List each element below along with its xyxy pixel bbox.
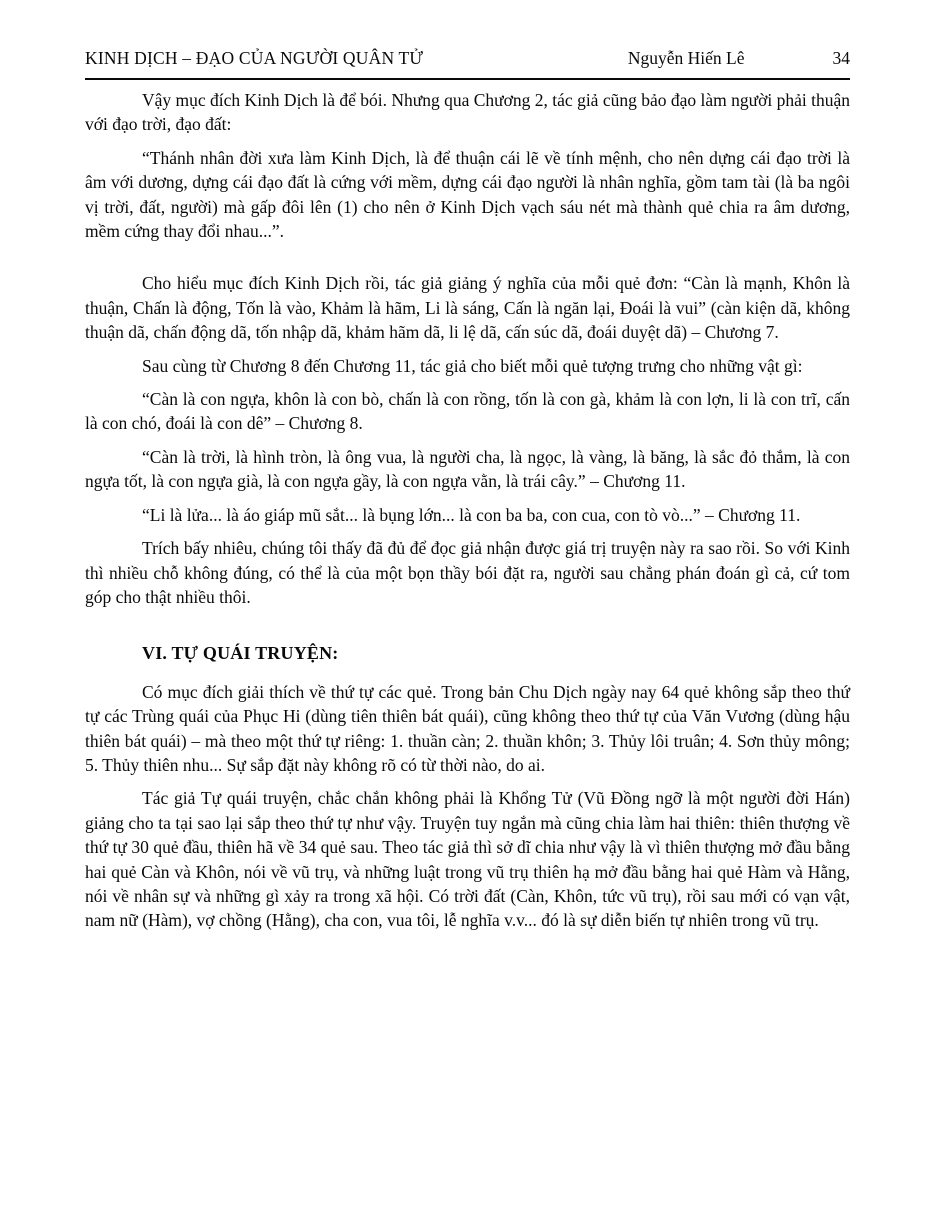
paragraph: Vậy mục đích Kinh Dịch là để bói. Nhưng qua Chương 2, tác giả cũng bảo đạo làm người phải thuận với đạo trời, đạo đất: — [85, 90, 850, 135]
page-header — [85, 48, 850, 69]
body-text — [85, 88, 850, 933]
paragraph: Tác giả Tự quái truyện, chắc chắn không phải là Khổng Tử (Vũ Đồng ngỡ là một người đời Hán) giảng cho ta tại sao lại sắp theo thứ tự như vậy. Truyện tuy ngắn mà cũng chia làm hai thiên: thiên thượng về thứ tự 30 quẻ đầu, thiên hã về 34 quẻ sau. Theo tác giả thì sở dĩ chia như vậy là vì thiên thượng mở đầu bằng hai quẻ Càn và Khôn, nói về vũ trụ, và những luật trong vũ trụ thiên hạ mở đầu bằng hai quẻ Hàm và Hằng, nói về nhân sự và những gì xảy ra trong xã hội. Có trời đất (Càn, Khôn, tức vũ trụ), rồi sau mới có vạn vật, nam nữ (Hàm), vợ chồng (Hằng), cha con, vua tôi, lễ nghĩa v.v... đó là sự diễn biến tự nhiên trong vũ trụ. — [85, 788, 850, 931]
author-name: Nguyễn Hiến Lê — [627, 48, 745, 68]
paragraph: Cho hiểu mục đích Kinh Dịch rồi, tác giả giảng ý nghĩa của mỗi quẻ đơn: “Càn là mạnh, Khôn là thuận, Chấn là động, Tốn là vào, Khảm là hãm, Li là sáng, Cấn là ngăn lại, Đoái là vui” (càn kiện dã, không thuận dã, chấn động dã, tốn nhập dã, khảm hãm dã, li lệ dã, cấn súc dã, đoái duyệt dã) – Chương 7. — [85, 273, 850, 343]
section-heading: VI. TỰ QUÁI TRUYỆN: — [142, 643, 339, 664]
paragraph-quote: “Thánh nhân đời xưa làm Kinh Dịch, là để thuận cái lẽ về tính mệnh, cho nên dựng cái đạo trời là âm với dương, dựng cái đạo đất là cứng với mềm, dựng cái đạo người là nhân nghĩa, gồm tam tài (là ba ngôi vị trời, đất, người) mà gấp đôi lên (1) cho nên ở Kinh Dịch vạch sáu nét mà thành quẻ chia ra âm dương, mềm cứng thay đổi nhau...”. — [85, 147, 850, 242]
page-number: 34 — [832, 48, 850, 68]
paragraph: Trích bấy nhiêu, chúng tôi thấy đã đủ để đọc giả nhận được giá trị truyện này ra sao rồi. So với Kinh thì nhiều chỗ không đúng, có thể là của một bọn thầy bói đặt ra, người sau chẳng phán đoán gì cả, cứ tom góp cho thật nhiều thôi. — [85, 538, 850, 607]
paragraph: Sau cùng từ Chương 8 đến Chương 11, tác giả cho biết mỗi quẻ tượng trưng cho những vật gì: — [142, 355, 803, 376]
paragraph-quote: “Li là lửa... là áo giáp mũ sắt... là bụng lớn... là con ba ba, con cua, con tò vò...” – Chương 11. — [142, 504, 801, 525]
paragraph: Có mục đích giải thích về thứ tự các quẻ. Trong bản Chu Dịch ngày nay 64 quẻ không sắp theo thứ tự các Trùng quái của Phục Hi (dùng tiên thiên bát quái), cũng không theo thứ tự của Văn Vương (dùng hậu thiên bát quái) – mà theo một thứ tự riêng: 1. thuần càn; 2. thuần khôn; 3. Thủy lôi truân; 4. Sơn thủy mông; 5. Thủy thiên nhu... Sự sắp đặt này không rõ có từ thời nào, do ai. — [85, 681, 850, 775]
book-title: KINH DỊCH – ĐẠO CỦA NGƯỜI QUÂN TỬ — [85, 48, 424, 68]
header-rule — [85, 78, 850, 80]
paragraph-quote: “Càn là trời, là hình tròn, là ông vua, là người cha, là ngọc, là vàng, là băng, là sắc đỏ thắm, là con ngựa tốt, là con ngựa già, là con ngựa gầy, là con ngựa vằn, là trái cây.” – Chương 11. — [85, 446, 850, 492]
paragraph-quote: “Càn là con ngựa, khôn là con bò, chấn là con rồng, tốn là con gà, khảm là con lợn, li là con trĩ, cấn là con chó, đoái là con dê” – Chương 8. — [85, 389, 850, 434]
